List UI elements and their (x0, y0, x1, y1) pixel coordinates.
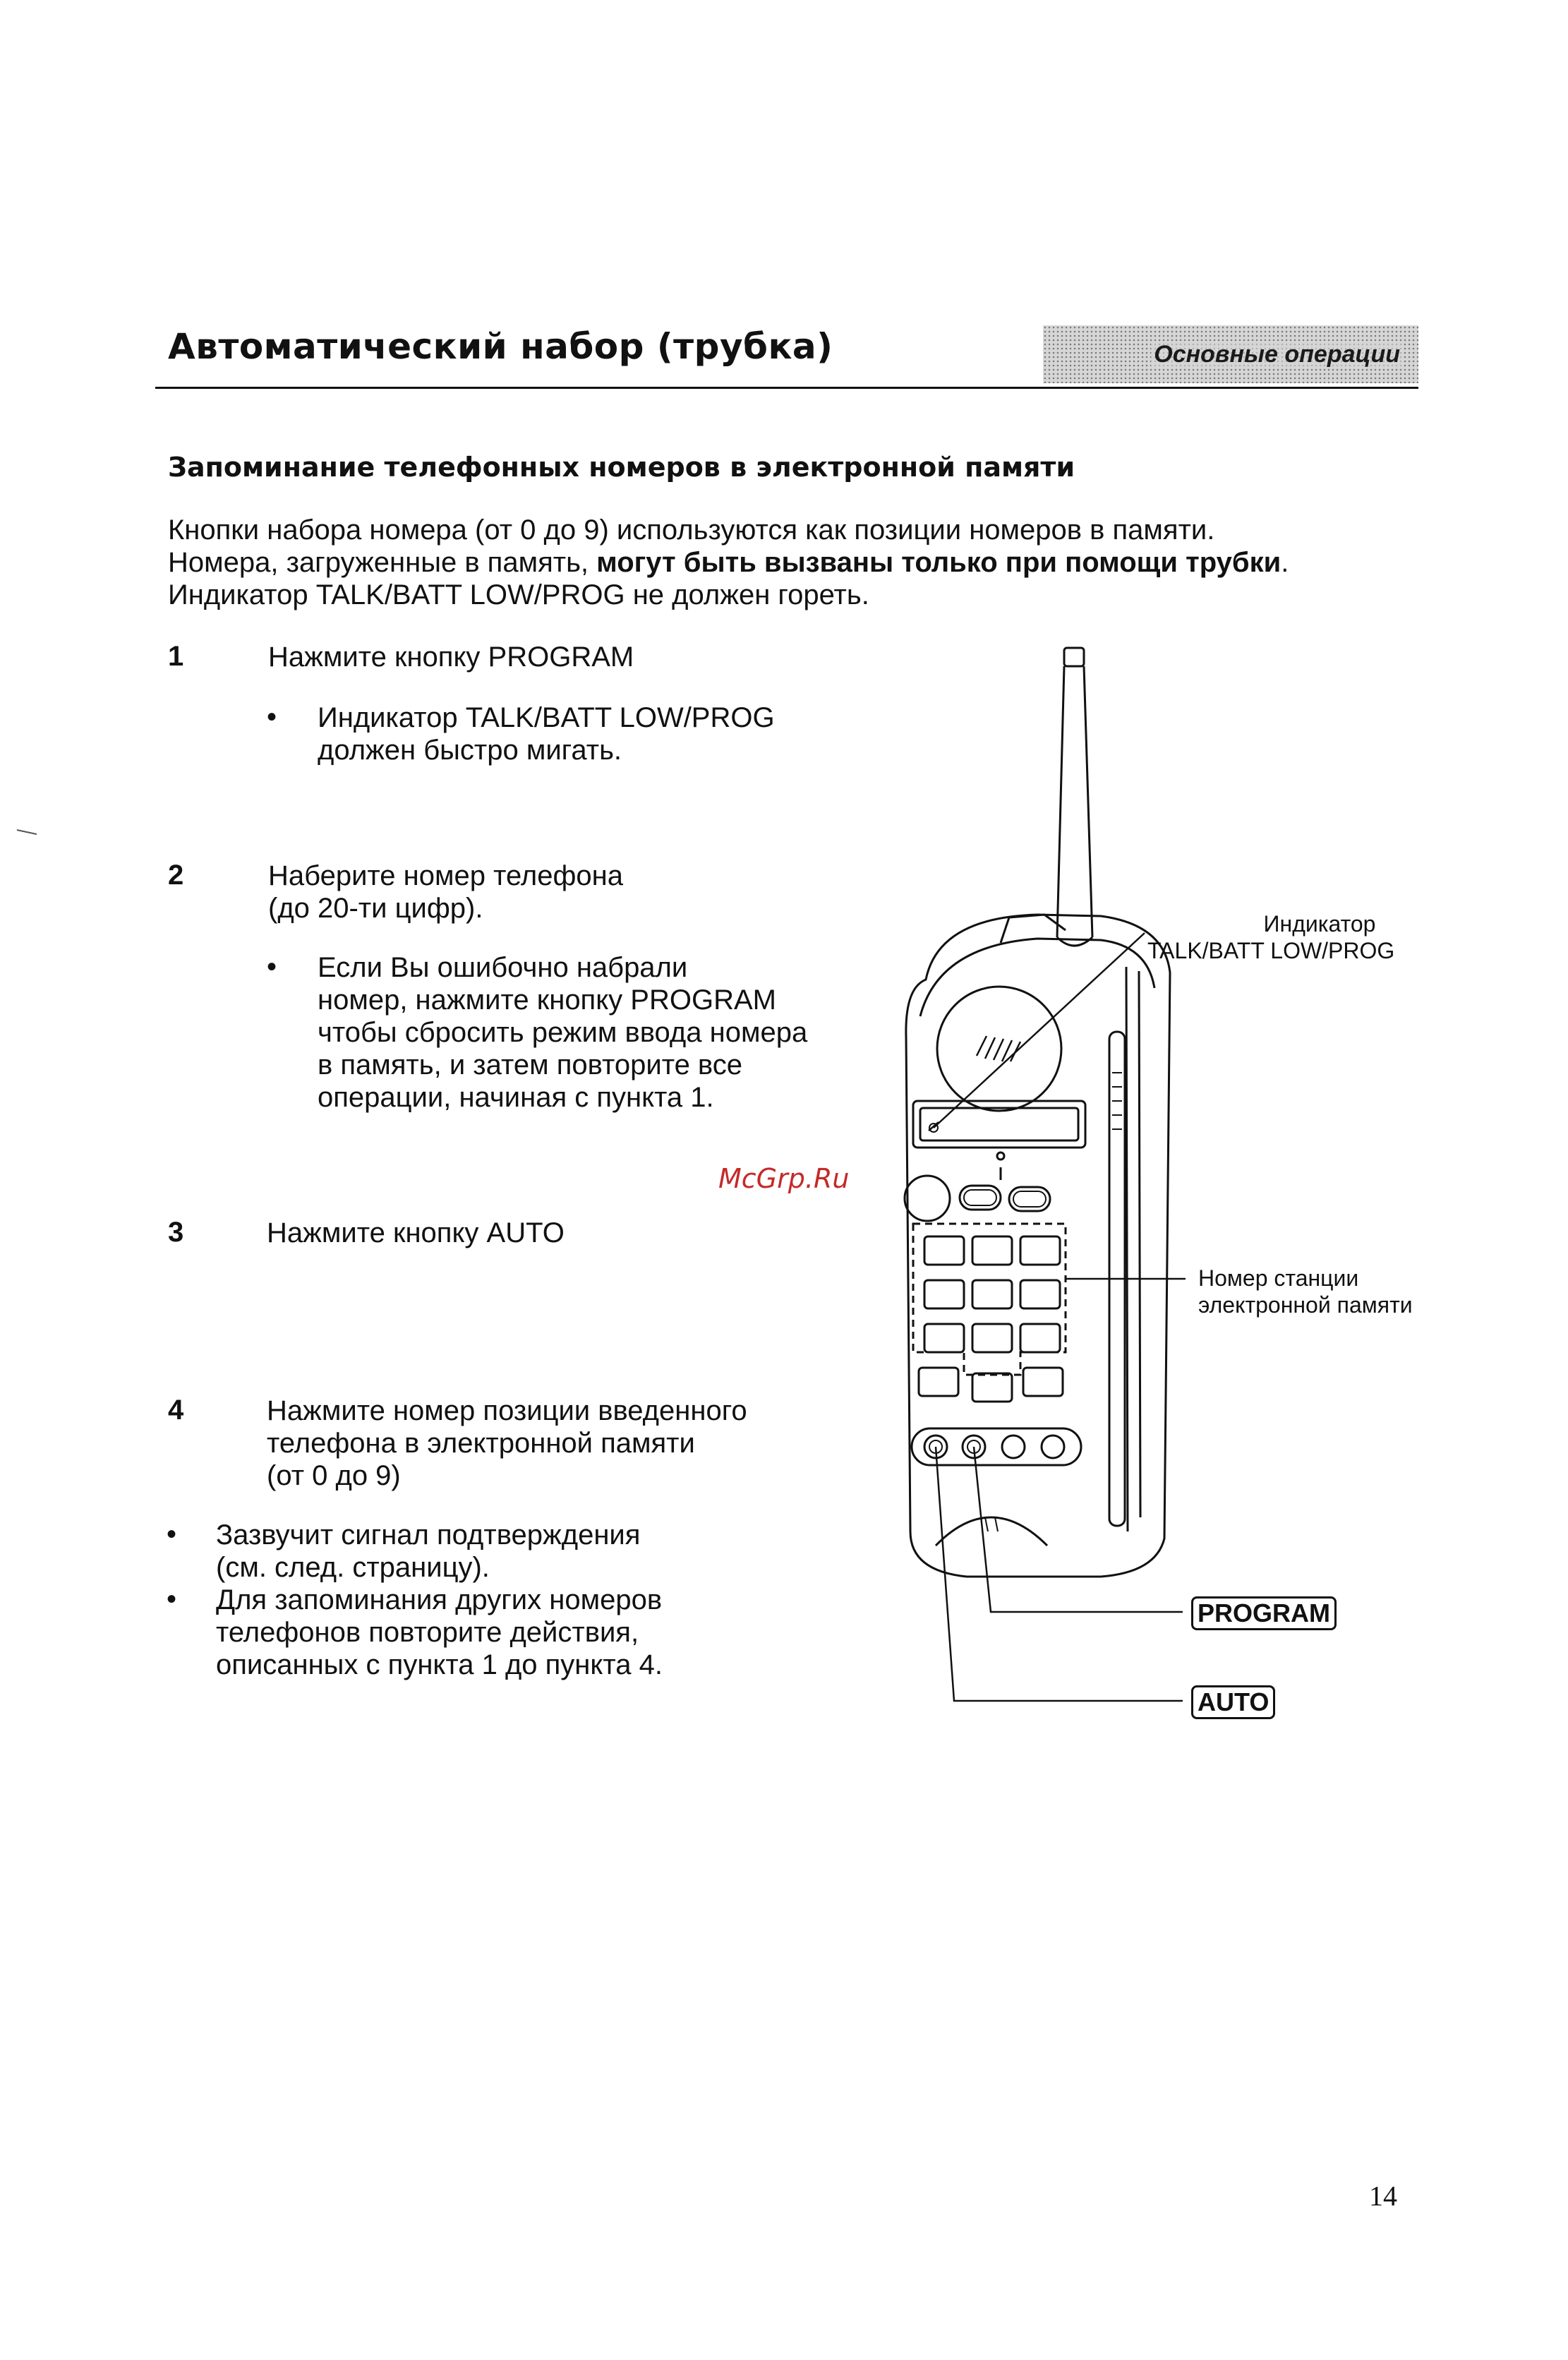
step-line: телефона в электронной памяти (267, 1428, 695, 1459)
handset-body (906, 915, 1170, 1577)
intro-line-2-plain: Номера, загруженные в память, (168, 547, 597, 578)
note-line: чтобы сбросить режим ввода номера (318, 1017, 808, 1048)
note-line: (см. след. страницу). (216, 1552, 490, 1583)
side-grip (1126, 967, 1140, 1531)
talk-button-icon (905, 1176, 950, 1221)
page-title: Автоматический набор (трубка) (168, 326, 833, 367)
step-line: Нажмите кнопку PROGRAM (268, 642, 634, 673)
callout-line: электронной памяти (1198, 1292, 1413, 1318)
note-line: операции, начиная с пункта 1. (318, 1082, 714, 1113)
step-number: 4 (168, 1395, 184, 1426)
note-line: Для запоминания других номеров (216, 1584, 663, 1615)
note-line: телефонов повторите действия, (216, 1617, 639, 1648)
note-line: Зазвучит сигнал подтверждения (216, 1519, 641, 1551)
indicator-callout (1228, 910, 1411, 937)
intro-line-1: Кнопки набора номера (от 0 до 9) используются как позиции номеров в памяти. (168, 514, 1215, 546)
step-number: 1 (168, 641, 184, 672)
section-heading: Запоминание телефонных номеров в электронной памяти (168, 452, 1075, 483)
intro-line-2-bold: могут быть вызваны только при помощи трубки (596, 547, 1281, 578)
program-leader (974, 1447, 1183, 1612)
step-line: Наберите номер телефона (268, 860, 623, 891)
antenna-icon (1057, 648, 1092, 946)
note-line: в память, и затем повторите все (318, 1049, 742, 1080)
step-line: (от 0 до 9) (267, 1460, 401, 1491)
indicator-callout-line-2: TALK/BATT LOW/PROG (1147, 938, 1395, 963)
auto-key-label: AUTO (1191, 1685, 1275, 1719)
step-line: Нажмите номер позиции введенного (267, 1395, 747, 1426)
step-line: (до 20-ти цифр). (268, 893, 483, 924)
bullet: • (267, 702, 277, 733)
bullet: • (167, 1519, 177, 1550)
note-line: Если Вы ошибочно набрали (318, 952, 688, 983)
scan-mark (17, 830, 37, 834)
note-line: номер, нажмите кнопку PROGRAM (318, 985, 776, 1016)
watermark: McGrp.Ru (718, 1163, 850, 1194)
bullet: • (167, 1584, 177, 1615)
program-key-label: PROGRAM (1191, 1596, 1337, 1630)
callout-line: Индикатор (1263, 911, 1376, 937)
indicator-leader (934, 933, 1145, 1128)
memory-callout (1198, 1265, 1413, 1318)
auto-leader (936, 1447, 1183, 1701)
mouthpiece-icon (936, 1517, 1047, 1546)
intro-line-3: Индикатор TALK/BATT LOW/PROG не должен гореть. (168, 579, 869, 610)
keypad-icon (919, 1236, 1063, 1402)
step-number: 2 (168, 860, 184, 891)
page-number: 14 (1369, 2180, 1397, 2212)
step-number: 3 (168, 1217, 184, 1248)
note-line: Индикатор TALK/BATT LOW/PROG (318, 702, 775, 733)
section-tag-label: Основные операции (1151, 341, 1403, 368)
note-line: должен быстро мигать. (318, 735, 622, 766)
intro-line-2-end: . (1281, 547, 1289, 578)
callout-line: Номер станции (1198, 1265, 1359, 1291)
step-line: Нажмите кнопку AUTO (267, 1217, 565, 1248)
bullet: • (267, 951, 277, 982)
note-line: описанных с пункта 1 до пункта 4. (216, 1649, 663, 1680)
